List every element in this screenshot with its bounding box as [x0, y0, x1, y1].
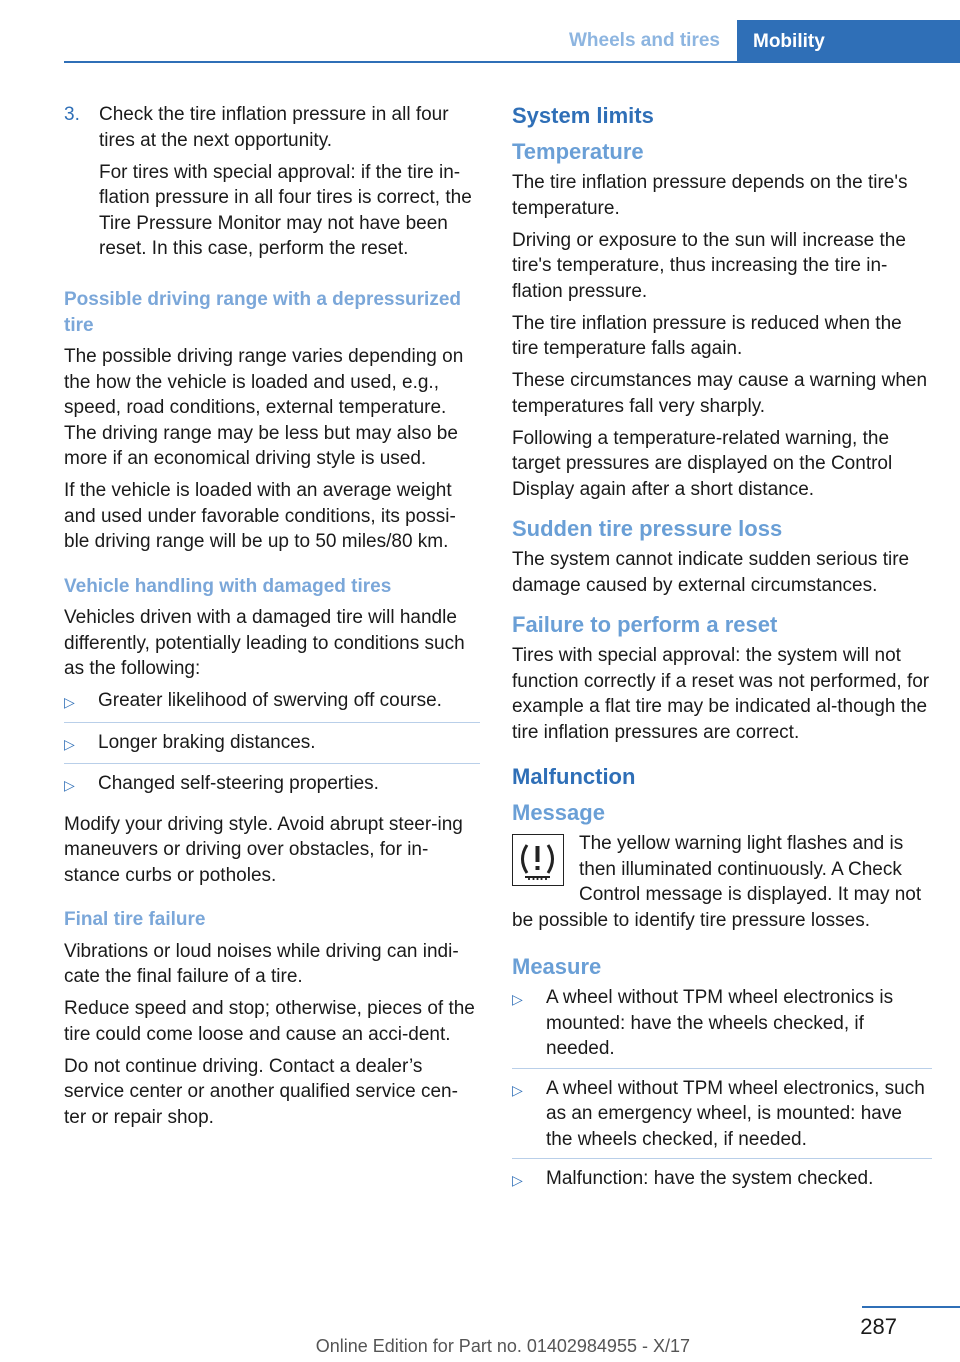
reset-failure-paragraph: Tires with special approval: the system will not function correctly if a reset was not performed, for example a flat tire may be indicated al‐though the tire inflation pressures are correct. [512, 645, 930, 743]
temperature-paragraph-4: These circumstances may cause a warning when temperatures fall very sharply. [512, 370, 928, 417]
header-rule [64, 61, 960, 63]
message-paragraph [512, 831, 932, 933]
header-chapter-tab: Mobility [737, 20, 960, 63]
list-item [512, 1166, 932, 1200]
list-item [64, 688, 480, 723]
step-3-text: Check the tire inflation pressure in all four tires at the next opportunity. [99, 104, 449, 151]
failure-heading: Final tire failure [64, 909, 206, 930]
temperature-heading: Temperature [512, 139, 644, 164]
list-item-text: Malfunction: have the system checked. [546, 1168, 874, 1189]
triangle-right-icon: ▷ [512, 1081, 523, 1098]
triangle-right-icon: ▷ [64, 777, 75, 793]
list-item-text: A wheel without TPM wheel electronics is mounted: have the wheels checked, if needed. [546, 987, 894, 1059]
header-section-title: Wheels and tires [569, 30, 720, 51]
failure-paragraph-3: Do not continue driving. Contact a dealer’s service center or another qualified service cen‐ter or repair shop. [64, 1055, 458, 1128]
sudden-loss-paragraph: The system cannot indicate sudden serious tire damage caused by external circumstances. [512, 549, 910, 596]
step-number: 3. [64, 104, 80, 125]
sudden-loss-heading: Sudden tire pressure loss [512, 516, 783, 541]
triangle-right-icon: ▷ [64, 735, 75, 752]
list-item-text: Changed self-steering properties. [98, 773, 379, 794]
temperature-paragraph-3: The tire inflation pressure is reduced when the tire temperature falls again. [512, 312, 902, 359]
list-item [64, 730, 480, 765]
temperature-paragraph-5: Following a temperature-related warning, the target pressures are displayed on the Control Display again after a short distance. [512, 427, 893, 500]
handling-paragraph-1: Vehicles driven with a damaged tire will handle differently, potentially leading to conditions such as the following: [64, 607, 465, 679]
tire-pressure-warning-icon [512, 834, 564, 886]
range-heading: Possible driving range with a depressurized tire [64, 289, 461, 336]
list-item [512, 1076, 932, 1160]
list-item [64, 771, 480, 805]
temperature-paragraph-2: Driving or exposure to the sun will increase the tire's temperature, thus increasing the tire in‐flation pressure. [512, 229, 906, 302]
message-block [512, 831, 932, 933]
range-paragraph-2: If the vehicle is loaded with an average weight and used under favorable conditions, its possi‐ble driving range will be up to 50 miles/80 km. [64, 480, 456, 552]
left-column [64, 102, 480, 1137]
page-number: 287 [860, 1314, 897, 1339]
handling-bullet-list [64, 688, 480, 805]
temperature-paragraph-1: The tire inflation pressure depends on the tire's temperature. [512, 172, 908, 219]
reset-failure-heading: Failure to perform a reset [512, 612, 778, 637]
malfunction-heading: Malfunction [512, 764, 636, 789]
system-limits-heading: System limits [512, 103, 654, 128]
failure-paragraph-1: Vibrations or loud noises while driving can indi‐cate the final failure of a tire. [64, 940, 459, 987]
list-item [512, 985, 932, 1069]
right-column [512, 102, 932, 1207]
handling-paragraph-2: Modify your driving style. Avoid abrupt steer‐ing maneuvers or driving over obstacles, for in‐stance curbs or potholes. [64, 813, 463, 886]
range-paragraph-1: The possible driving range varies depending on the how the vehicle is loaded and used, e.g., speed, road conditions, external temperature. The driving range may be less but may also be more if an economical driving style is used. [64, 346, 464, 469]
handling-heading: Vehicle handling with damaged tires [64, 575, 392, 597]
measure-heading: Measure [512, 954, 602, 979]
failure-paragraph-2: Reduce speed and stop; otherwise, pieces of the tire could come loose and cause an acci‐dent. [64, 998, 475, 1045]
edition-footer: Online Edition for Part no. 01402984955 - X/17 [315, 1336, 690, 1356]
triangle-right-icon: ▷ [512, 1172, 523, 1188]
step-3-note: For tires with special approval: if the tire in‐flation pressure in all four tires is correct, the Tire Pressure Monitor may not have been reset. In this case, perform the reset. [99, 161, 472, 259]
list-item-text: Longer braking distances. [98, 731, 316, 753]
message-text: The yellow warning light flashes and is then illuminated continuously. A Check Control message is displayed. It may not be possible to identify tire pressure losses. [512, 833, 922, 931]
triangle-right-icon: ▷ [64, 694, 75, 710]
message-heading: Message [512, 800, 605, 825]
list-item-text: A wheel without TPM wheel electronics, such as an emergency wheel, is mounted: have the wheels checked, if needed. [546, 1077, 925, 1150]
list-item-text: Greater likelihood of swerving off course. [98, 690, 442, 711]
footer-rule [862, 1306, 960, 1308]
measure-bullet-list [512, 985, 932, 1200]
step-3 [64, 102, 480, 268]
triangle-right-icon: ▷ [512, 991, 523, 1007]
